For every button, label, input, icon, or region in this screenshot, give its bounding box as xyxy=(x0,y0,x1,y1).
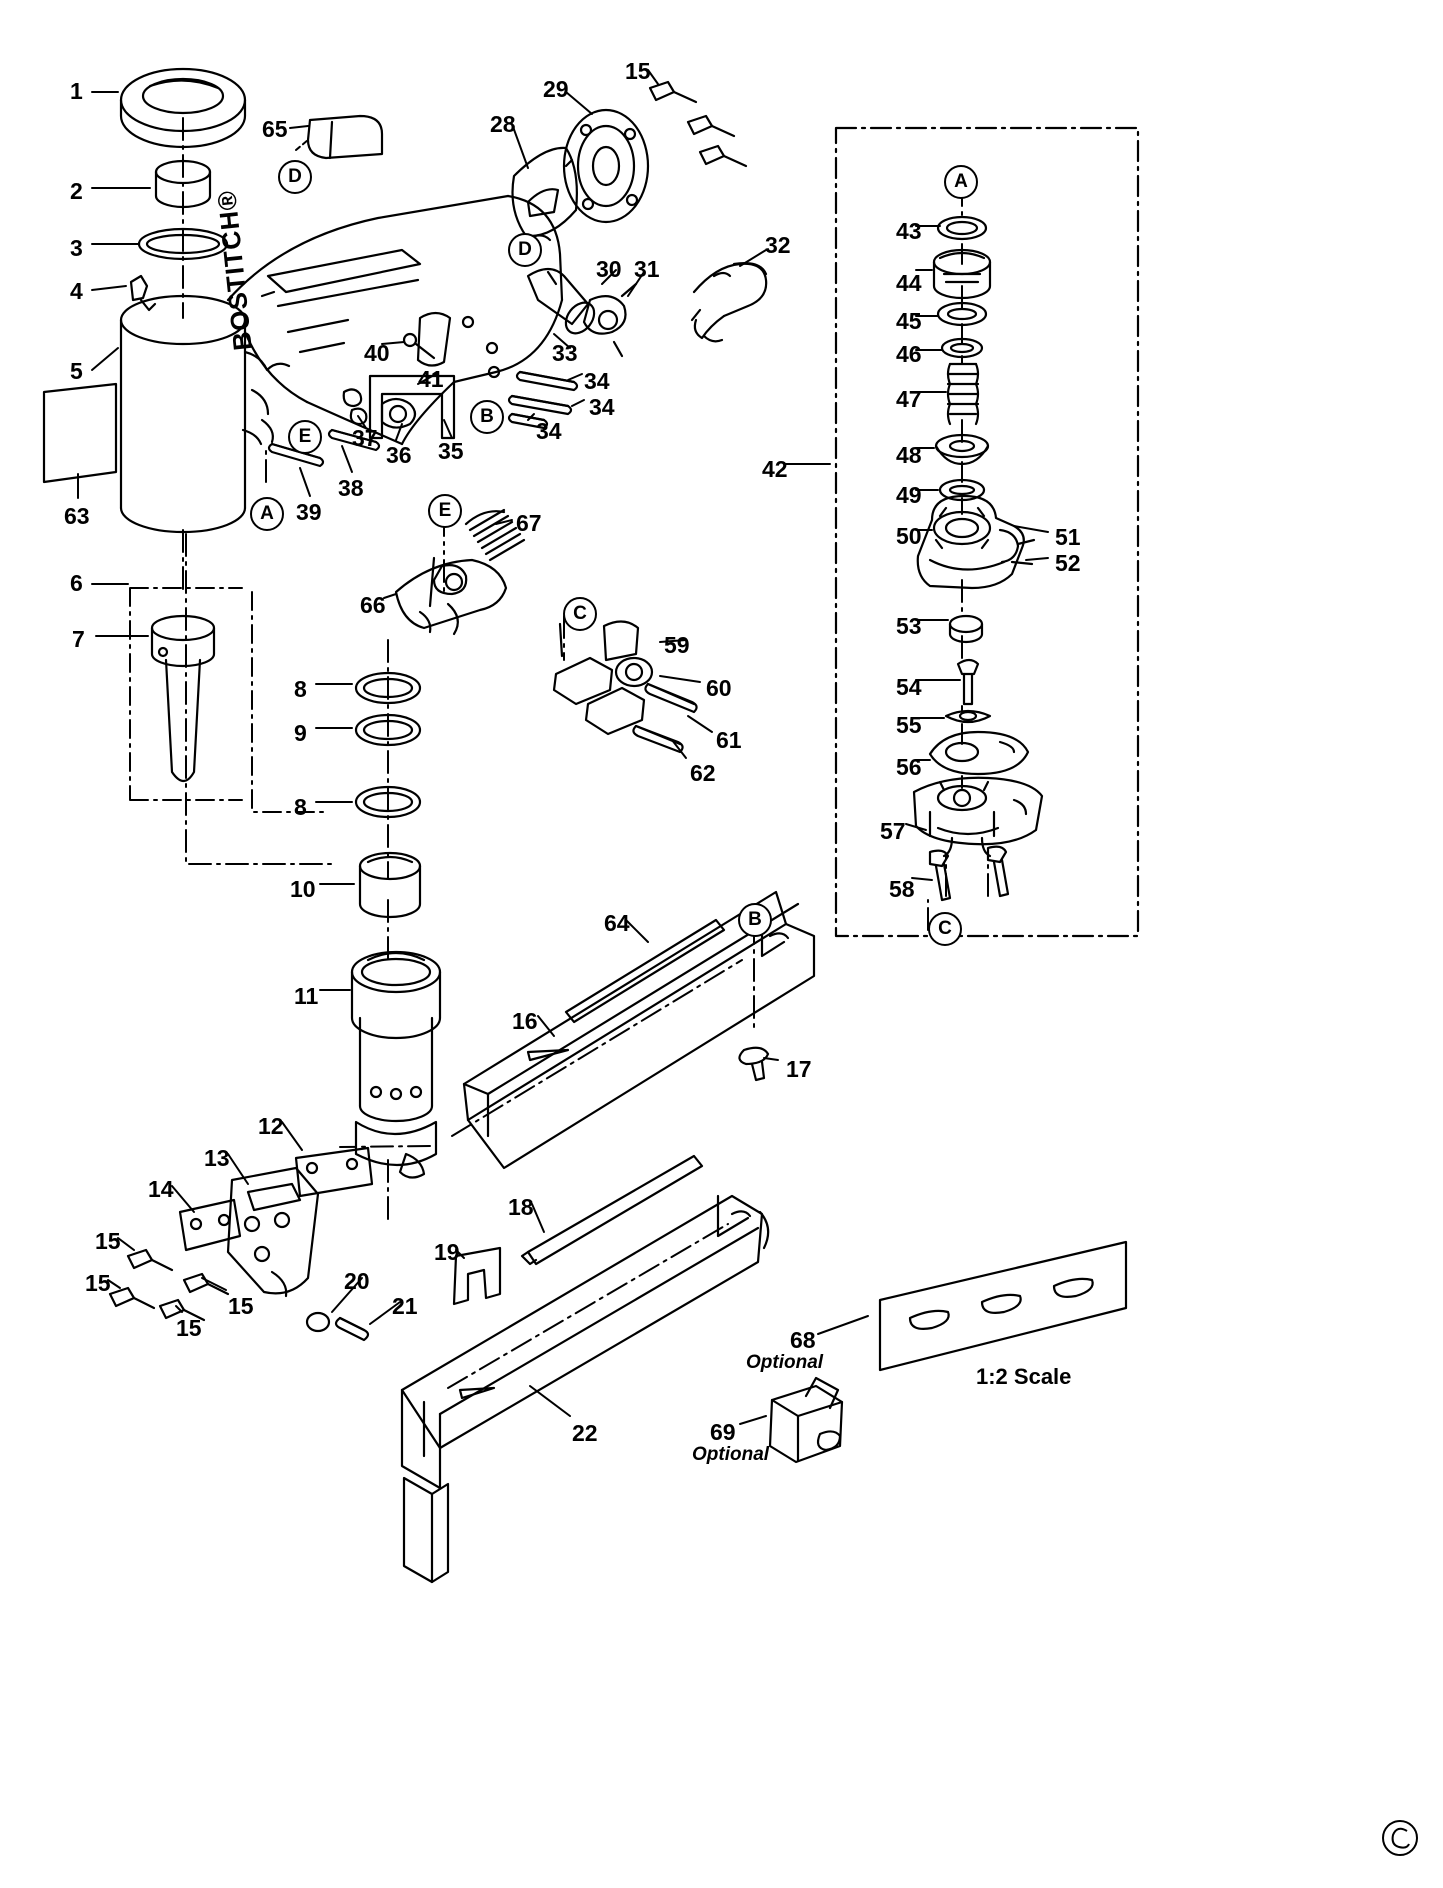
callout-51: 51 xyxy=(1055,524,1081,550)
callout-45: 45 xyxy=(896,308,922,334)
part-53 xyxy=(950,616,982,642)
callout-1: 1 xyxy=(70,78,83,104)
callout-8-b: 8 xyxy=(294,794,307,820)
scale-note: 1:2 Scale xyxy=(976,1364,1072,1389)
callout-35: 35 xyxy=(438,438,464,464)
callout-21: 21 xyxy=(392,1293,418,1319)
callout-19: 19 xyxy=(434,1239,460,1265)
callout-56: 56 xyxy=(896,754,922,780)
part-trigger-66 xyxy=(396,558,506,634)
balloon-C-1: C xyxy=(563,597,597,631)
callout-41: 41 xyxy=(418,366,444,392)
copyright-mark xyxy=(1383,1821,1417,1855)
callout-68: 68 xyxy=(790,1327,816,1353)
callout-59: 59 xyxy=(664,632,690,658)
callout-52: 52 xyxy=(1055,550,1081,576)
part-screw-17 xyxy=(739,1048,768,1080)
part-valve-30-31 xyxy=(528,269,636,356)
callout-66: 66 xyxy=(360,592,386,618)
callout-8-a: 8 xyxy=(294,676,307,702)
callout-67: 67 xyxy=(516,510,542,536)
callout-15-b: 15 xyxy=(85,1270,111,1296)
callout-58: 58 xyxy=(889,876,915,902)
callout-43: 43 xyxy=(896,218,922,244)
callout-13: 13 xyxy=(204,1145,230,1171)
callout-15-d: 15 xyxy=(176,1315,202,1341)
callout-44: 44 xyxy=(896,270,922,296)
callout-5: 5 xyxy=(70,358,83,384)
callout-32: 32 xyxy=(765,232,791,258)
callout-42: 42 xyxy=(762,456,788,482)
callout-34-b: 34 xyxy=(589,394,615,420)
balloon-D-2: D xyxy=(508,233,542,267)
note-optional-69: Optional xyxy=(692,1444,770,1465)
callout-10: 10 xyxy=(290,876,316,902)
callout-20: 20 xyxy=(344,1268,370,1294)
callout-9: 9 xyxy=(294,720,307,746)
part-screws-15-bottom xyxy=(110,1250,228,1320)
part-spring-47 xyxy=(948,364,978,424)
part-54 xyxy=(958,660,978,704)
callout-49: 49 xyxy=(896,482,922,508)
callout-63: 63 xyxy=(64,503,90,529)
part-bracket-13 xyxy=(228,1168,318,1296)
callout-54: 54 xyxy=(896,674,922,700)
part-pusher-19 xyxy=(454,1248,500,1304)
part-bolts-15-top xyxy=(650,82,746,166)
part-56 xyxy=(930,732,1028,774)
callout-16: 16 xyxy=(512,1008,538,1034)
balloon-E-1: E xyxy=(288,420,322,454)
callout-17: 17 xyxy=(786,1056,812,1082)
callout-18: 18 xyxy=(508,1194,534,1220)
callout-30: 30 xyxy=(596,256,622,282)
part-label-plate-63 xyxy=(44,384,116,482)
callout-29: 29 xyxy=(543,76,569,102)
brand-label: BOSTITCH® xyxy=(211,188,258,352)
part-piston-7 xyxy=(152,616,214,781)
balloon-E-2: E xyxy=(428,494,462,528)
callout-36: 36 xyxy=(386,442,412,468)
part-65 xyxy=(308,116,382,158)
part-endcap-29 xyxy=(564,110,648,222)
part-gasket-28 xyxy=(513,148,577,240)
part-driver-18 xyxy=(522,1156,702,1264)
callout-7: 7 xyxy=(72,626,85,652)
callout-12: 12 xyxy=(258,1113,284,1139)
callout-50: 50 xyxy=(896,523,922,549)
part-43 xyxy=(938,217,986,239)
callout-46: 46 xyxy=(896,341,922,367)
callout-3: 3 xyxy=(70,235,83,261)
part-optional-plate-68 xyxy=(880,1242,1126,1370)
callout-57: 57 xyxy=(880,818,906,844)
callout-34-a: 34 xyxy=(584,368,610,394)
callout-15-top: 15 xyxy=(625,58,651,84)
callout-64: 64 xyxy=(604,910,630,936)
balloon-C-2: C xyxy=(928,912,962,946)
callout-39: 39 xyxy=(296,499,322,525)
callout-31: 31 xyxy=(634,256,660,282)
callout-62: 62 xyxy=(690,760,716,786)
callout-47: 47 xyxy=(896,386,922,412)
callout-37: 37 xyxy=(352,425,378,451)
callout-53: 53 xyxy=(896,613,922,639)
callout-48: 48 xyxy=(896,442,922,468)
part-optional-bracket-69 xyxy=(770,1378,842,1462)
part-58 xyxy=(930,847,1008,900)
callout-6: 6 xyxy=(70,570,83,596)
callout-38: 38 xyxy=(338,475,364,501)
callout-28: 28 xyxy=(490,111,516,137)
balloon-B-2: B xyxy=(738,903,772,937)
part-57 xyxy=(914,778,1042,856)
callout-65: 65 xyxy=(262,116,288,142)
part-pin-20-21 xyxy=(307,1313,368,1340)
callout-55: 55 xyxy=(896,712,922,738)
balloon-A-2: A xyxy=(944,165,978,199)
part-50-51-52 xyxy=(918,496,1034,588)
note-optional-68: Optional xyxy=(746,1352,824,1373)
callout-2: 2 xyxy=(70,178,83,204)
callout-69: 69 xyxy=(710,1419,736,1445)
callout-4: 4 xyxy=(70,278,83,304)
balloon-A-1: A xyxy=(250,497,284,531)
inset-panel-42 xyxy=(836,128,1138,936)
callout-60: 60 xyxy=(706,675,732,701)
part-hook-32 xyxy=(692,263,766,341)
part-55 xyxy=(946,711,990,722)
callout-22: 22 xyxy=(572,1420,598,1446)
part-sleeve-10 xyxy=(360,853,420,917)
callout-11: 11 xyxy=(294,983,319,1009)
callout-15-c: 15 xyxy=(228,1293,254,1319)
callout-14: 14 xyxy=(148,1176,174,1202)
callout-33: 33 xyxy=(552,340,578,366)
callout-34-c: 34 xyxy=(536,418,562,444)
callout-15-a: 15 xyxy=(95,1228,121,1254)
callout-61: 61 xyxy=(716,727,742,753)
part-cylinder-11 xyxy=(352,952,440,1178)
callout-40: 40 xyxy=(364,340,390,366)
balloon-B-1: B xyxy=(470,400,504,434)
balloon-D-1: D xyxy=(278,160,312,194)
